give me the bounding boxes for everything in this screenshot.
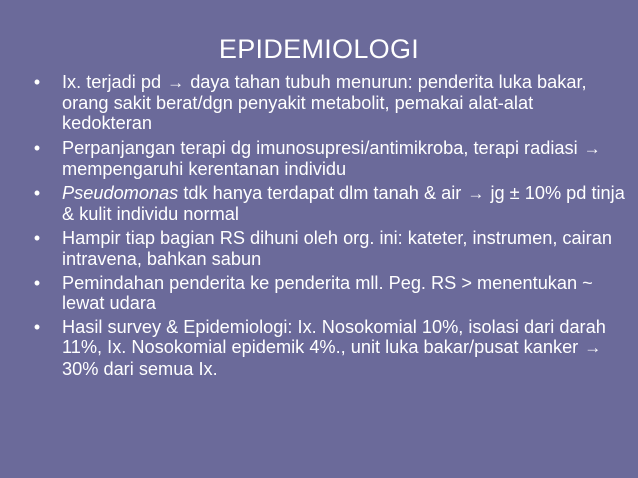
bullet-item — [30, 183, 626, 224]
bullet-text: mempengaruhi kerentanan individu — [62, 158, 347, 179]
arrow-right-icon: → — [583, 138, 601, 158]
slide-title: EPIDEMIOLOGI — [218, 34, 420, 64]
bullet-text: jg ± 10% pd tinja & kulit individu normal — [62, 183, 625, 225]
bullet-dot-icon: • — [33, 183, 41, 204]
bullet-text: Hasil survey & Epidemiologi: Ix. Nosokomial 10%, isolasi dari darah 11%, Ix. Nosokomial epidemik 4%., unit luka bakar/pusat kanker — [62, 317, 606, 358]
bullet-item — [30, 138, 626, 179]
arrow-right-icon: → — [467, 184, 485, 204]
bullet-item — [30, 273, 626, 313]
bullet-item — [30, 72, 626, 134]
bullet-text-italic: Pseudomonas — [62, 183, 179, 204]
bullet-text: Perpanjangan terapi dg imunosupresi/antimikroba, terapi radiasi — [62, 137, 583, 158]
bullet-text: tdk hanya terdapat dlm tanah & air — [178, 183, 467, 204]
bullet-text: 30% dari semua Ix. — [62, 358, 218, 379]
bullet-text: Pemindahan penderita ke penderita mll. Peg. RS > menentukan ~ lewat udara — [62, 272, 593, 314]
bullet-dot-icon: • — [33, 272, 41, 293]
bullet-text: daya tahan tubuh menurun: penderita luka bakar, orang sakit berat/dgn penyakit metabolit, pemakai alat-alat kedokteran — [62, 72, 587, 134]
bullet-item — [30, 317, 626, 379]
bullet-dot-icon: • — [33, 137, 41, 158]
bullet-item — [30, 228, 626, 268]
bullet-dot-icon: • — [33, 317, 41, 338]
bullet-dot-icon: • — [33, 228, 41, 249]
bullet-dot-icon: • — [33, 72, 41, 92]
arrow-right-icon: → — [167, 73, 185, 92]
bullet-text: Hampir tiap bagian RS dihuni oleh org. ini: kateter, instrumen, cairan intravena, bahkan sabun — [62, 228, 612, 269]
arrow-right-icon: → — [584, 338, 602, 358]
bullet-text: Ix. terjadi pd — [62, 72, 167, 92]
bullet-list — [30, 72, 626, 383]
